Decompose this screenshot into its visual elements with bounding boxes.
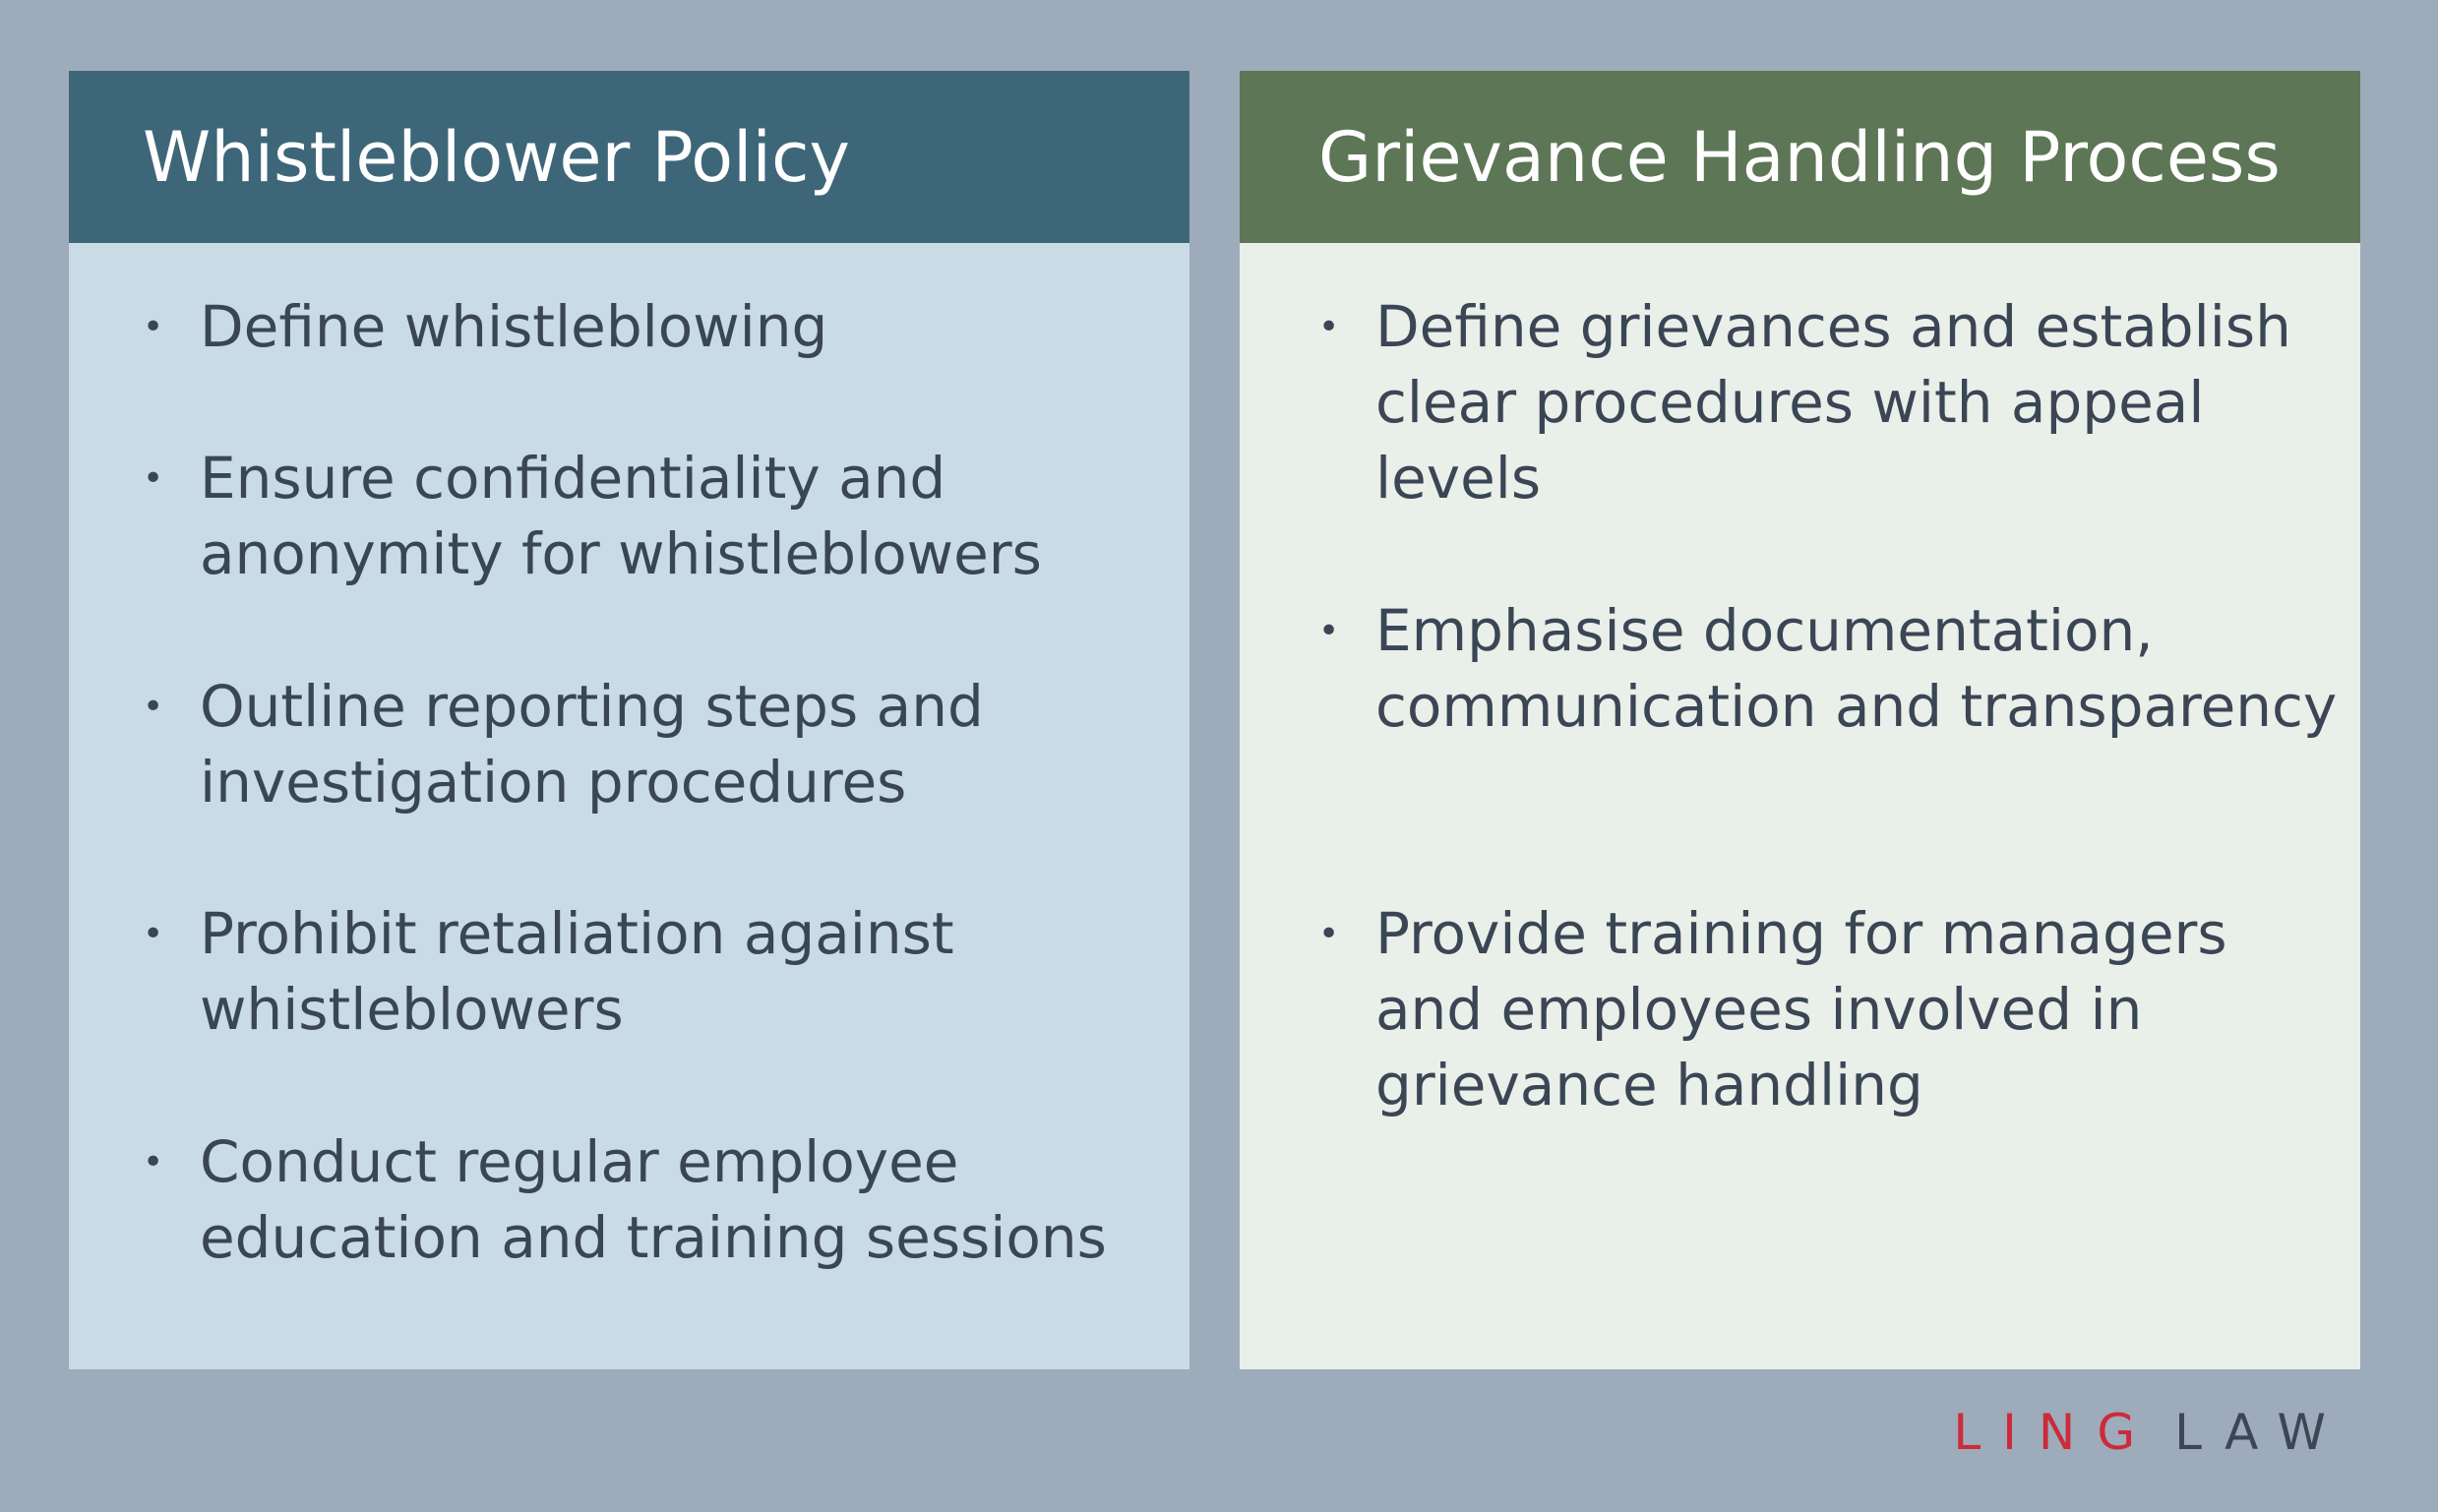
list-item <box>1318 289 2340 516</box>
list-item <box>143 441 1144 592</box>
brand-logo <box>1953 1404 2347 1461</box>
list-item-text: Emphasise documentation, communication and transparency <box>1375 597 2338 740</box>
list-item-text: Ensure confidentiality and anonymity for whistleblowers <box>200 445 1042 587</box>
list-item <box>143 1124 1144 1276</box>
grievance-handling-panel <box>1240 71 2360 1369</box>
bullet-icon: • <box>143 458 164 499</box>
whistleblower-policy-panel <box>69 71 1189 1369</box>
whistleblower-policy-title: Whistleblower Policy <box>69 71 1189 243</box>
brand-name-secondary: LAW <box>2174 1404 2347 1461</box>
list-item <box>143 289 1144 365</box>
list-item-text: Outline reporting steps and investigation procedures <box>200 673 984 816</box>
list-item-text: Define grievances and establish clear procedures with appeal levels <box>1375 293 2291 512</box>
list-item <box>1318 593 2340 745</box>
bullet-icon: • <box>143 914 164 954</box>
brand-name-primary: LING <box>1953 1404 2158 1461</box>
bullet-icon: • <box>1318 914 1340 954</box>
grievance-handling-title: Grievance Handling Process <box>1240 71 2360 243</box>
list-item-text: Provide training for managers and employees involved in grievance handling <box>1375 900 2227 1119</box>
list-item <box>143 896 1144 1048</box>
bullet-icon: • <box>143 307 164 347</box>
bullet-icon: • <box>143 687 164 727</box>
bullet-icon: • <box>1318 611 1340 651</box>
list-item-text: Conduct regular employee education and training sessions <box>200 1128 1107 1271</box>
list-item-text: Define whistleblowing <box>200 293 828 360</box>
bullet-icon: • <box>1318 307 1340 347</box>
list-item-text: Prohibit retaliation against whistleblowers <box>200 900 954 1043</box>
bullet-icon: • <box>143 1142 164 1182</box>
list-item <box>143 669 1144 820</box>
list-item <box>1318 896 2340 1123</box>
